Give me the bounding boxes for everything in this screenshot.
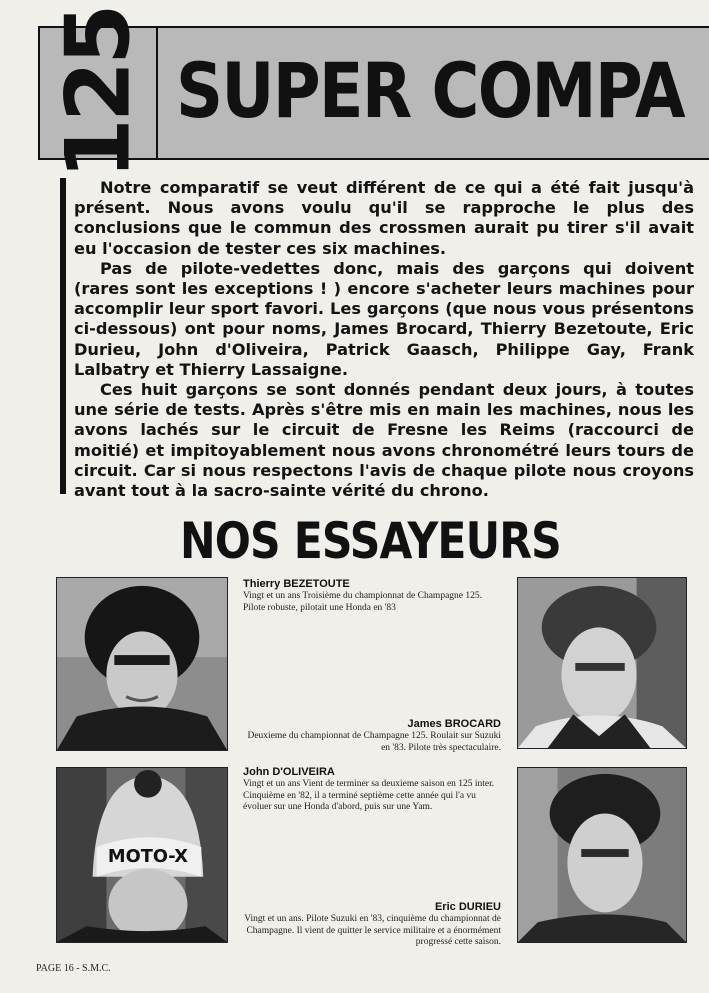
- rider-bio: Vingt et un ans. Pilote Suzuki en '83, cinquième du championnat de Champagne. Il vient de quitter le service militaire et a énormément progressé cette saison.: [244, 914, 501, 947]
- rider-bio: Vingt et un ans Vient de terminer sa deuxieme saison en 125 inter. Cinquième en '82, il a terminé septième cette année qui l'a vu évoluer sur une Honda d'abord, puis sur une Yam.: [243, 779, 495, 812]
- title-band: [38, 7, 709, 179]
- caption-brocard: [240, 718, 501, 754]
- rider-name: Eric DURIEU: [434, 901, 501, 913]
- rider-name: James BROCARD: [407, 718, 501, 730]
- article-title: SUPER COMPA: [176, 46, 684, 135]
- intro-paragraph-2: Pas de pilote-vedettes donc, mais des garçons qui doivent (rares sont les exceptions ! ) encore s'acheter leurs machines pour accomplir leur sport favori. Les garçons (que nous vous présentons ci-dessous) ont pour noms, James Brocard, Thierry Bezetoute, Eric Durieu, John d'Oliveira, Patrick Gaasch, Philippe Gay, Frank Lalbatry et Thierry Lassaigne.: [74, 258, 694, 379]
- intro-paragraph-3: Ces huit garçons se sont donnés pendant deux jours, à toutes une série de tests. Après s'être mis en main les machines, nous les avons lachés sur le circuit de Fresne les Reims (raccourci de moitié) et impitoyablement nous avons chronométré leurs tours de circuit. Car si nous respectons l'avis de chaque pilote nous croyons avant tout à la sacro-sainte vérité du chrono.: [74, 380, 694, 501]
- category-number-box: [40, 7, 158, 179]
- rider-bio: Vingt et un ans Troisième du championnat de Champagne 125. Pilote robuste, pilotait une Honda en '83: [243, 591, 483, 613]
- intro-text-block: [60, 178, 694, 501]
- section-title: NOS ESSAYEURS: [180, 512, 561, 570]
- category-number: 125: [46, 7, 150, 179]
- caption-durieu: [242, 901, 501, 949]
- page-footer: PAGE 16 - S.M.C.: [36, 963, 111, 974]
- caption-doliveira: [243, 766, 501, 814]
- hat-text: MOTO-X: [107, 845, 188, 867]
- rider-bio: Deuxieme du championnat de Champagne 125. Roulait sur Suzuki en '83. Pilote très spectaculaire.: [247, 731, 501, 753]
- intro-paragraph-1: Notre comparatif se veut différent de ce qui a été fait jusqu'à présent. Nous avons voulu qu'il se rapproche le plus des conclusions que le commun des crossmen aurait pu tirer s'il avait eu l'occasion de tester ces six machines.: [74, 178, 694, 258]
- rider-name: John D'OLIVEIRA: [243, 766, 335, 778]
- rider-name: Thierry BEZETOUTE: [243, 578, 350, 590]
- caption-bezetoute: [243, 578, 505, 614]
- rider-photo-doliveira: [56, 767, 228, 943]
- rider-photo-bezetoute: [56, 577, 228, 751]
- rider-photo-brocard: [517, 577, 687, 749]
- rider-photo-durieu: [517, 767, 687, 943]
